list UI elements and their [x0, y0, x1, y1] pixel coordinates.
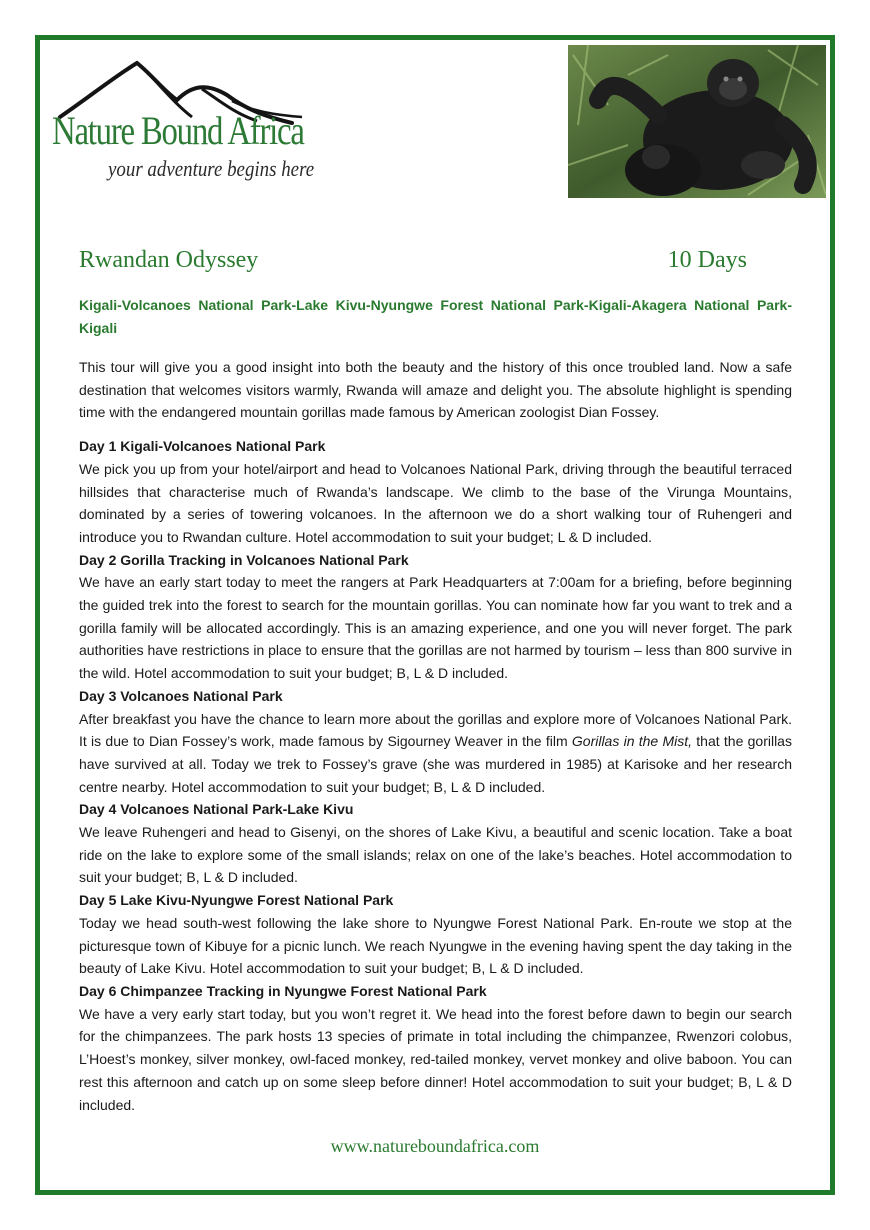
tour-route: Kigali-Volcanoes National Park-Lake Kivu-Nyungwe Forest National Park-Kigali-Akagera National Park-Kigali [79, 297, 792, 336]
brand-name: Nature Bound Africa [52, 108, 304, 153]
footer-website-link[interactable]: www.natureboundafrica.com [330, 1136, 540, 1156]
day-description-part: that the gorillas have survived at all. Today we trek to Fossey’s grave (she was murdered in 1985) at Karisoke and her research centre nearby. Hotel accommodation to suit your budget; B, L & D included. [79, 733, 792, 795]
tour-duration: 10 Days [667, 247, 747, 273]
tour-title-row [79, 246, 749, 274]
day-heading: Day 4 Volcanoes National Park-Lake Kivu [79, 801, 354, 818]
gorilla-photo [568, 45, 826, 198]
day-section [79, 889, 792, 980]
day-description: We pick you up from your hotel/airport and head to Volcanoes National Park, driving through the beautiful terraced hillsides that characterise much of Rwanda’s landscape. We climb to the base of the Virunga Mountains, dominated by a series of towering volcanoes. In the afternoon we do a short walking tour of Ruhengeri and introduce you to Rwandan culture. Hotel accommodation to suit your budget; L & D included. [79, 460, 792, 545]
brand-logo [52, 55, 322, 190]
itinerary-body [79, 356, 792, 1116]
brand-tagline: your adventure begins here [108, 156, 315, 181]
day-heading: Day 5 Lake Kivu-Nyungwe Forest National Park [79, 892, 394, 909]
day-section [79, 435, 792, 549]
tour-title: Rwandan Odyssey [79, 247, 259, 273]
day-section [79, 549, 792, 685]
film-title: Gorillas in the Mist, [571, 733, 693, 750]
day-heading: Day 3 Volcanoes National Park [79, 687, 283, 704]
day-section [79, 798, 792, 889]
gorilla-photo-image [568, 45, 826, 198]
day-description: We have a very early start today, but you won’t regret it. We head into the forest before dawn to begin our search for the chimpanzees. The park hosts 13 species of primate in total including the chimpanzee, Rwenzori colobus, L’Hoest’s monkey, silver monkey, owl-faced monkey, red-tailed monkey, vervet monkey and olive baboon. You can rest this afternoon and catch up on some sleep before dinner! Hotel accommodation to suit your budget; B, L & D included. [79, 1005, 792, 1113]
day-description [79, 708, 792, 799]
day-description: We leave Ruhengeri and head to Gisenyi, on the shores of Lake Kivu, a beautiful and scenic location. Take a boat ride on the lake to explore some of the small islands; relax on one of the lake’s beaches. Hotel accommodation to suit your budget; B, L & D included. [79, 824, 792, 886]
day-heading: Day 2 Gorilla Tracking in Volcanoes National Park [79, 551, 409, 568]
day-description: We have an early start today to meet the rangers at Park Headquarters at 7:00am for a briefing, before beginning the guided trek into the forest to search for the mountain gorillas. You can nominate how far you want to trek and a gorilla family will be allocated accordingly. This is an amazing experience, and one you will never forget. The park authorities have restrictions in place to ensure that the gorillas are not harmed by tourism – less than 800 survive in the wild. Hotel accommodation to suit your budget; B, L & D included. [79, 574, 792, 682]
day-section [79, 980, 792, 1116]
day-heading: Day 1 Kigali-Volcanoes National Park [79, 438, 326, 455]
day-description-part: After breakfast you have the chance to learn more about the gorillas and explore more of Volcanoes National Park. It is due to Dian Fossey’s work, made famous by Sigourney Weaver in the film [79, 710, 792, 750]
tour-intro: This tour will give you a good insight into both the beauty and the history of this once troubled land. Now a safe destination that welcomes visitors warmly, Rwanda will amaze and delight you. The absolute highlight is spending time with the endangered mountain gorillas made famous by American zoologist Dian Fossey. [79, 359, 792, 421]
day-section [79, 685, 792, 799]
day-description: Today we head south-west following the lake shore to Nyungwe Forest National Park. En-route we stop at the picturesque town of Kibuye for a picnic lunch. We reach Nyungwe in the evening having spent the day taking in the beauty of Lake Kivu. Hotel accommodation to suit your budget; B, L & D included. [79, 914, 792, 977]
day-heading: Day 6 Chimpanzee Tracking in Nyungwe Forest National Park [79, 982, 487, 999]
